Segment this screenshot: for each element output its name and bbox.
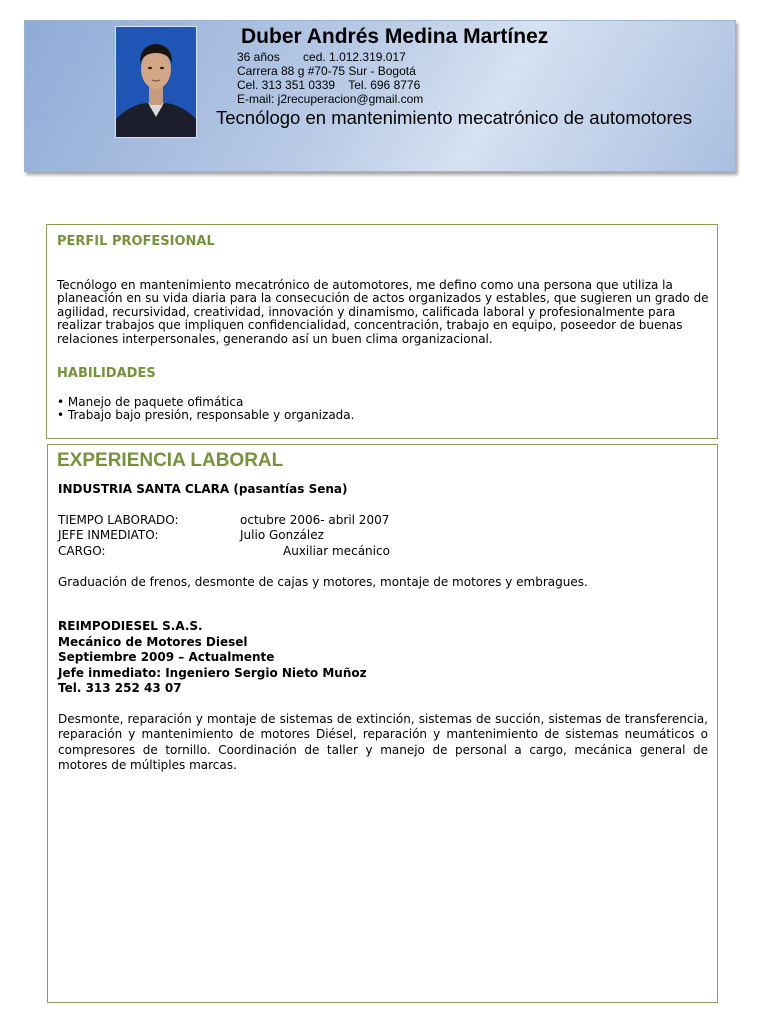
skills-heading: HABILIDADES bbox=[57, 366, 156, 381]
header-banner bbox=[24, 20, 736, 172]
info-address: Carrera 88 g #70-75 Sur - Bogotá bbox=[237, 64, 416, 78]
skills-list bbox=[57, 396, 709, 423]
profile-section bbox=[46, 224, 718, 439]
job1-time-label: TIEMPO LABORADO: bbox=[58, 513, 179, 527]
info-phones: Cel. 313 351 0339 Tel. 696 8776 bbox=[237, 78, 421, 92]
job1-boss-label: JEFE INMEDIATO: bbox=[58, 528, 159, 542]
job2-company: REIMPODIESEL S.A.S. bbox=[58, 619, 203, 633]
full-name: Duber Andrés Medina Martínez bbox=[241, 25, 549, 48]
experience-heading: EXPERIENCIA LABORAL bbox=[57, 450, 284, 471]
job1-role-value: Auxiliar mecánico bbox=[283, 544, 390, 558]
skill-item: • Trabajo bajo presión, responsable y organizada. bbox=[57, 408, 355, 423]
job1-role-label: CARGO: bbox=[58, 544, 106, 558]
job2-description: Desmonte, reparación y montaje de sistemas de extinción, sistemas de succión, sistemas de transferencia, reparación y mantenimiento de motores Diésel, reparación y mantenimiento de sistemas neumáticos o compresores de tornillo. Coordinación de taller y manejo de personal a cargo, mecánica general de motores de múltiples marcas. bbox=[58, 712, 708, 772]
profile-heading: PERFIL PROFESIONAL bbox=[57, 234, 215, 249]
job1-boss-value: Julio González bbox=[240, 528, 324, 542]
experience-section bbox=[47, 444, 718, 1003]
job2-phone: Tel. 313 252 43 07 bbox=[58, 681, 182, 695]
job1-description: Graduación de frenos, desmonte de cajas y motores, montaje de motores y embragues. bbox=[58, 575, 588, 589]
job1-time-value: octubre 2006- abril 2007 bbox=[240, 513, 390, 527]
info-email: E-mail: j2recuperacion@gmail.com bbox=[237, 92, 424, 106]
info-age-id: 36 años ced. 1.012.319.017 bbox=[237, 50, 406, 64]
contact-info bbox=[237, 50, 423, 106]
job1-company: INDUSTRIA SANTA CLARA (pasantías Sena) bbox=[58, 482, 348, 496]
job2-details bbox=[58, 619, 367, 697]
profile-photo bbox=[115, 26, 197, 138]
job2-dates: Septiembre 2009 – Actualmente bbox=[58, 650, 275, 664]
skill-item: • Manejo de paquete ofimática bbox=[57, 395, 244, 409]
job2-role: Mecánico de Motores Diesel bbox=[58, 634, 248, 649]
profile-text: Tecnólogo en mantenimiento mecatrónico de automotores, me defino como una persona que utiliza la planeación en su vida diaria para la consecución de actos organizados y estables, que sugieren un grado de agilidad, recursividad, creatividad, innovación y dinamismo, calificada laboral y profesionalmente para realizar trabajos que impliquen confidencialidad, concentración, trabajo en equipo, poseedor de buenas relaciones interpersonales, generando así un buen clima organizacional. bbox=[57, 278, 709, 346]
professional-title: Tecnólogo en mantenimiento mecatrónico de automotores bbox=[216, 107, 693, 128]
job2-boss: Jefe inmediato: Ingeniero Sergio Nieto Muñoz bbox=[58, 665, 367, 680]
